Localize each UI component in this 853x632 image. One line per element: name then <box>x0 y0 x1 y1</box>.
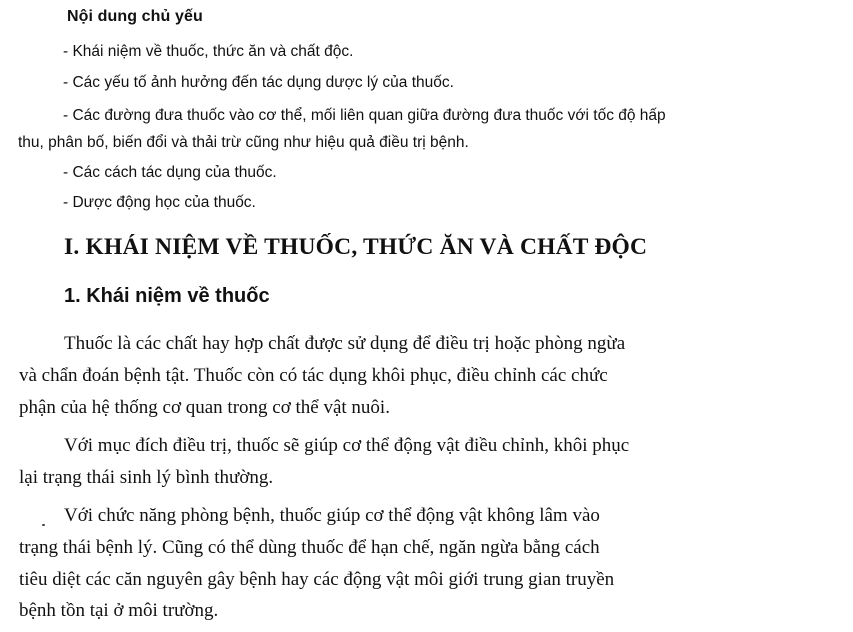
summary-item: - Khái niệm về thuốc, thức ăn và chất độc. <box>63 43 354 60</box>
paragraph-line: phận của hệ thống cơ quan trong cơ thể vật nuôi. <box>19 397 390 418</box>
summary-item-continuation: thu, phân bố, biến đổi và thải trừ cũng như hiệu quả điều trị bệnh. <box>18 134 469 151</box>
paragraph-line: trạng thái bệnh lý. Cũng có thể dùng thuốc để hạn chế, ngăn ngừa bằng cách <box>19 537 600 558</box>
paragraph-line: Với mục đích điều trị, thuốc sẽ giúp cơ thể động vật điều chỉnh, khôi phục <box>64 435 630 456</box>
paragraph-line: lại trạng thái sinh lý bình thường. <box>19 467 274 488</box>
summary-item: - Dược động học của thuốc. <box>63 194 256 211</box>
paragraph-line: Thuốc là các chất hay hợp chất được sử dụng để điều trị hoặc phòng ngừa <box>64 333 626 354</box>
summary-item: - Các yếu tố ảnh hưởng đến tác dụng dược lý của thuốc. <box>63 74 454 91</box>
summary-item: - Các đường đưa thuốc vào cơ thể, mối liên quan giữa đường đưa thuốc với tốc độ hấp <box>63 107 666 124</box>
paragraph-line: và chẩn đoán bệnh tật. Thuốc còn có tác dụng khôi phục, điều chỉnh các chức <box>19 365 608 386</box>
scan-speck <box>42 524 45 526</box>
paragraph-line: bệnh tồn tại ở môi trường. <box>19 600 219 621</box>
paragraph-line: Với chức năng phòng bệnh, thuốc giúp cơ thể động vật không lâm vào <box>64 505 600 526</box>
chapter-heading: I. KHÁI NIỆM VỀ THUỐC, THỨC ĂN VÀ CHẤT ĐỘC <box>64 234 648 260</box>
paragraph-line: tiêu diệt các căn nguyên gây bệnh hay các động vật môi giới trung gian truyền <box>19 569 615 590</box>
section-heading: 1. Khái niệm về thuốc <box>64 285 270 307</box>
summary-item: - Các cách tác dụng của thuốc. <box>63 164 277 181</box>
summary-title: Nội dung chủ yếu <box>67 8 203 25</box>
